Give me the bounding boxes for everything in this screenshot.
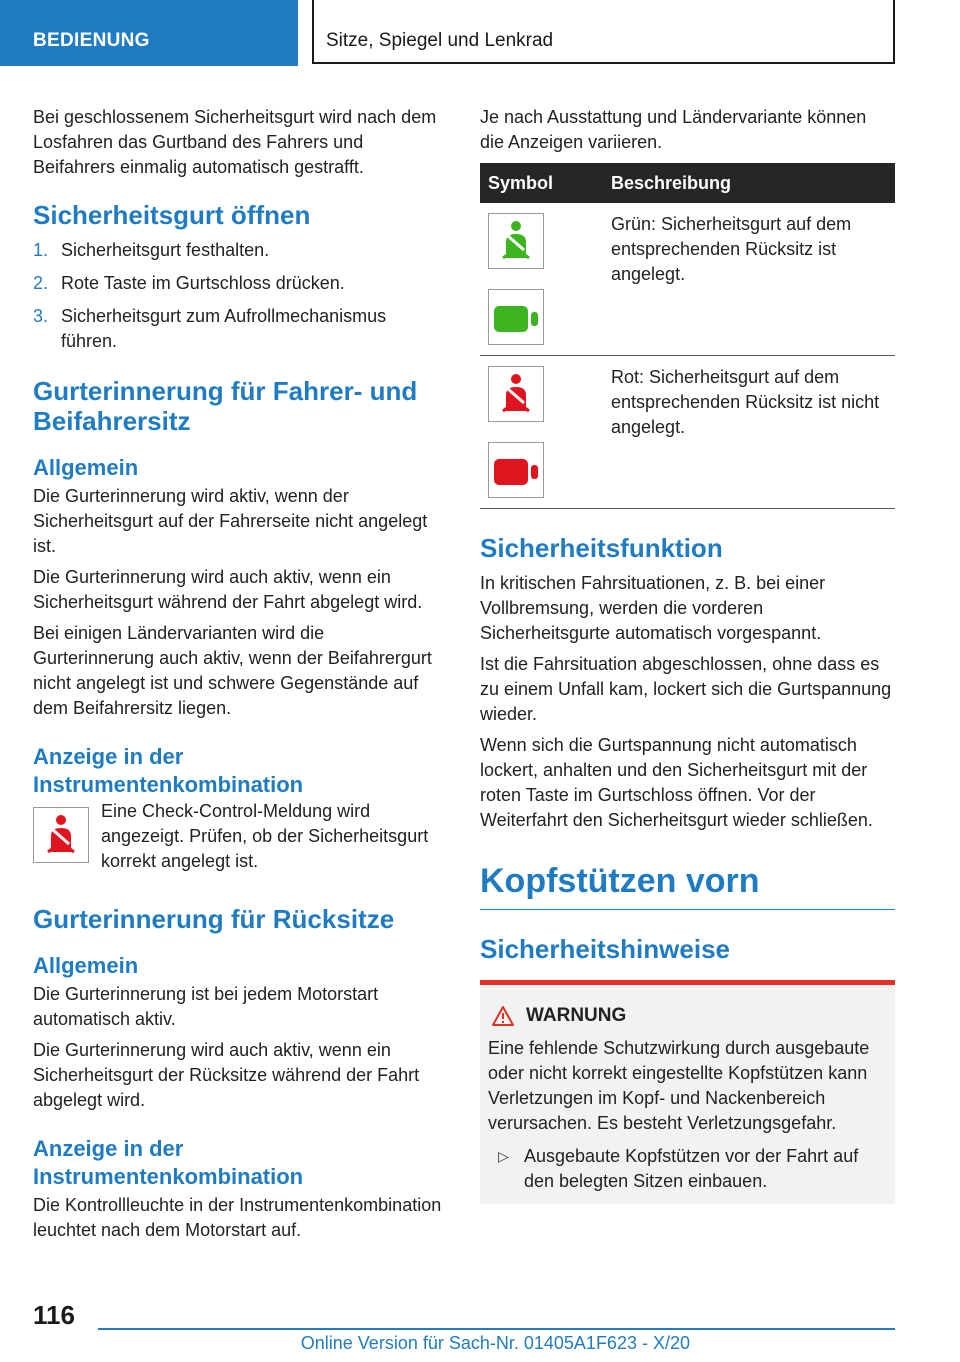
safety-paragraph-2: Ist die Fahrsituation abgeschlossen, ohne dass es zu einem Unfall kam, lockert sich die Gurtspannung wieder. <box>480 654 892 724</box>
general-paragraph-3: Bei einigen Ländervarianten wird die Gurterinnerung auch aktiv, wenn der Beifahrergurt nicht angelegt ist und schwere Gegenstände auf dem Beifahrersitz liegen. <box>33 623 432 718</box>
left-column <box>33 105 443 1249</box>
step-2 <box>33 271 443 296</box>
check-control-row <box>33 801 443 874</box>
description-cell: Grün: Sicherheitsgurt auf dem entsprechenden Rücksitz ist angelegt. <box>603 203 895 356</box>
front-reminder-heading: Gurterinnerung für Fahrer- und Beifahrersitz <box>33 376 418 436</box>
step-text: Sicherheitsgurt zum Aufrollmechanismus führen. <box>61 306 387 351</box>
rear-general-heading: Allgemein <box>33 953 139 978</box>
page-number: 116 <box>33 1300 75 1330</box>
header-section-label: BEDIENUNG <box>33 30 150 51</box>
headrest-heading: Kopfstützen vorn <box>480 861 895 910</box>
variants-paragraph: Je nach Ausstattung und Ländervariante können die Anzeigen variieren. <box>480 107 867 152</box>
table-row <box>480 356 895 509</box>
general-paragraph-1: Die Gurterinnerung wird aktiv, wenn der Sicherheitsgurt auf der Fahrerseite nicht angelegt ist. <box>33 486 428 556</box>
display-heading: Anzeige in der Instrumentenkombination <box>33 744 304 797</box>
step-number: 3. <box>33 306 49 326</box>
safety-paragraph-3: Wenn sich die Gurtspannung nicht automatisch lockert, anhalten und den Sicherheitsgurt mit der roten Taste im Gurtschloss öffnen. Vor der Weiterfahrt den Sicherheitsgurt wieder schließen. <box>480 735 873 830</box>
warning-box <box>480 980 895 1204</box>
warning-bullet-text: Ausgebaute Kopfstützen vor der Fahrt auf den belegten Sitzen einbauen. <box>524 1146 859 1191</box>
seatbelt-warning-icon <box>33 807 89 863</box>
symbol-cell <box>480 356 603 509</box>
general-paragraph-2: Die Gurterinnerung wird auch aktiv, wenn ein Sicherheitsgurt während der Fahrt abgelegt wird. <box>33 567 423 612</box>
warning-triangle-icon <box>492 1006 514 1026</box>
warning-title-row <box>488 1003 887 1028</box>
rear-display-heading: Anzeige in der Instrumentenkombination <box>33 1136 304 1189</box>
description-cell: Rot: Sicherheitsgurt auf dem entsprechenden Rücksitz ist nicht angelegt. <box>603 356 895 509</box>
rear-reminder-heading: Gurterinnerung für Rücksitze <box>33 904 395 934</box>
symbol-column-header: Symbol <box>480 163 603 203</box>
warning-title: WARNUNG <box>526 1005 627 1026</box>
description-column-header: Beschreibung <box>603 163 895 203</box>
table-row <box>480 203 895 356</box>
open-belt-steps <box>33 238 443 354</box>
step-number: 2. <box>33 273 49 293</box>
step-text: Rote Taste im Gurtschloss drücken. <box>61 273 345 293</box>
seat-red-indicator-icon <box>488 442 544 498</box>
step-1 <box>33 238 443 263</box>
footer-divider <box>98 1328 895 1330</box>
rear-display-text: Die Kontrollleuchte in der Instrumentenkombination leuchtet nach dem Motorstart auf. <box>33 1195 442 1240</box>
symbol-table <box>480 163 895 509</box>
right-column <box>480 105 895 1204</box>
rear-paragraph-2: Die Gurterinnerung wird auch aktiv, wenn ein Sicherheitsgurt der Rücksitze während der Fahrt abgelegt wird. <box>33 1040 420 1110</box>
step-3 <box>33 304 443 354</box>
seatbelt-red-icon <box>488 366 544 422</box>
bullet-triangle-icon: ▷ <box>498 1148 509 1164</box>
rear-paragraph-1: Die Gurterinnerung ist bei jedem Motorstart automatisch aktiv. <box>33 984 379 1029</box>
belt-intro-paragraph: Bei geschlossenem Sicherheitsgurt wird nach dem Losfahren das Gurtband des Fahrers und Beifahrers einmalig automatisch gestrafft. <box>33 107 437 177</box>
step-number: 1. <box>33 240 49 260</box>
seatbelt-green-icon <box>488 213 544 269</box>
warning-text: Eine fehlende Schutzwirkung durch ausgebaute oder nicht korrekt eingestellte Kopfstützen kann Verletzungen im Kopf- und Nackenbereich verursachen. Es besteht Verletzungsgefahr. <box>488 1038 870 1133</box>
seat-green-indicator-icon <box>488 289 544 345</box>
safety-hints-heading: Sicherheitshinweise <box>480 934 730 964</box>
step-text: Sicherheitsgurt festhalten. <box>61 240 270 260</box>
header-section-tab <box>0 0 298 66</box>
check-control-text: Eine Check-Control-Meldung wird angezeigt. Prüfen, ob der Sicherheitsgurt korrekt angelegt ist. <box>101 801 429 871</box>
warning-bullet <box>488 1144 887 1194</box>
header-chapter-label: Sitze, Spiegel und Lenkrad <box>326 30 554 51</box>
header-chapter-tab <box>312 0 895 64</box>
safety-paragraph-1: In kritischen Fahrsituationen, z. B. bei einer Vollbremsung, werden die vorderen Sicherheitsgurte automatisch vorgespannt. <box>480 573 826 643</box>
safety-function-heading: Sicherheitsfunktion <box>480 533 723 563</box>
footer-online-version: Online Version für Sach-Nr. 01405A1F623 - X/20 <box>300 1333 690 1353</box>
general-heading: Allgemein <box>33 455 139 480</box>
table-header-row <box>480 163 895 203</box>
open-belt-heading: Sicherheitsgurt öffnen <box>33 200 311 230</box>
symbol-cell <box>480 203 603 356</box>
